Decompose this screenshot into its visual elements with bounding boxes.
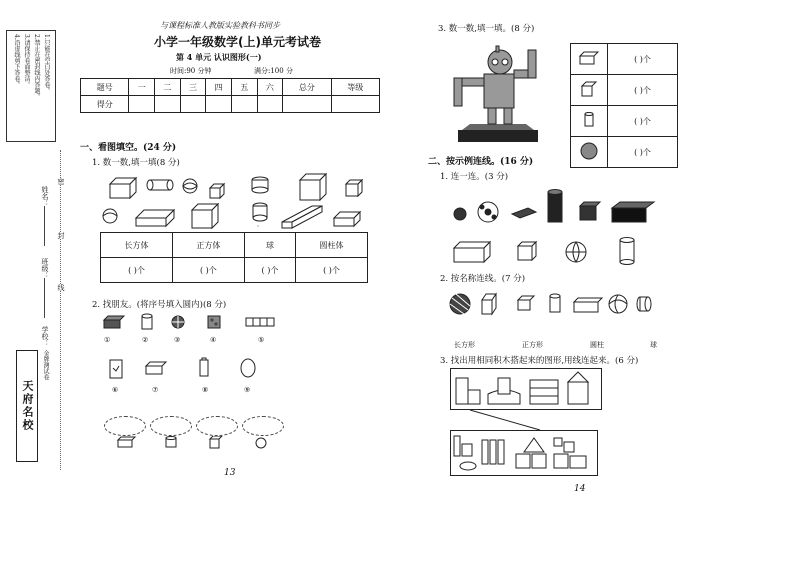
binding-note-2: 2.禁止在密封线内答题。 (33, 34, 40, 100)
score-cell[interactable] (180, 96, 206, 113)
classify-answer-cylinder[interactable]: ( )个 (296, 258, 368, 283)
question-1-title: 1. 数一数,填一填(8 分) (92, 158, 180, 168)
top-note: 与课程标准人教版实验教科书同步 (160, 21, 280, 30)
question-3-title: 3. 数一数,填一填。(8 分) (438, 24, 535, 34)
sphere-icon (183, 179, 197, 193)
cylinder-icon (550, 294, 560, 312)
cuboid-icon (282, 206, 322, 228)
cuboid-icon (118, 437, 135, 447)
cube-icon (518, 242, 536, 260)
book-icon (104, 316, 124, 328)
score-header: 三 (180, 79, 206, 96)
classify-header-cuboid: 长方体 (101, 233, 173, 258)
cylinder-icon (582, 111, 596, 129)
score-cell[interactable] (283, 96, 331, 113)
question-2-title: 2. 找朋友。(将序号填入圆内)(8 分) (92, 300, 227, 310)
score-header: 六 (257, 79, 283, 96)
box-icon (612, 202, 654, 222)
q22-label-sphere: 球 (650, 341, 657, 349)
q2-number: ⑨ (244, 386, 251, 394)
ball-icon (454, 208, 466, 220)
cuboid-icon (334, 212, 360, 226)
dice-icon (208, 316, 220, 328)
building-3-icon (530, 380, 558, 404)
count-shape-cylinder (571, 106, 608, 137)
name-label: 姓名： (41, 186, 49, 207)
cuboid-icon (110, 178, 136, 198)
count-answer-cube[interactable]: ( )个 (608, 75, 678, 106)
brand-subtitle: 金牌测试卷 (42, 350, 49, 380)
answer-cloud-cube[interactable] (196, 416, 238, 436)
ball-icon (172, 316, 184, 328)
score-cell[interactable] (257, 96, 283, 113)
soccer-ball-icon (478, 202, 498, 222)
exam-time: 时间:90 分钟 (170, 67, 212, 75)
classify-answer-sphere[interactable]: ( )个 (244, 258, 295, 283)
cuboid-icon (454, 242, 490, 262)
q21-objects (448, 186, 660, 226)
q22-label-rectangle: 长方形 (454, 341, 475, 349)
cuboid-icon (578, 51, 600, 65)
school-label: 学校： (41, 326, 49, 347)
q22-objects (448, 290, 680, 316)
classify-header-cylinder: 圆柱体 (296, 233, 368, 258)
cube-icon (518, 296, 534, 310)
q2-number: ③ (174, 336, 181, 344)
cloud-shape-hints (104, 436, 284, 450)
rod-icon (246, 318, 274, 326)
score-cell[interactable] (231, 96, 257, 113)
binding-note-1: 1.只能在空白处答卷。 (43, 34, 50, 94)
q23-block-sets (450, 430, 598, 476)
egg-icon (241, 359, 255, 377)
eraser-icon (146, 362, 166, 374)
section-1-title: 一、看图填空。(24 分) (80, 143, 177, 153)
q2-number: ② (142, 336, 149, 344)
cylinder-icon (253, 203, 267, 221)
tissue-box-icon (580, 202, 600, 220)
q2-number: ④ (210, 336, 217, 344)
q22-label-cylinder: 圆柱 (590, 341, 604, 349)
seal-char-1: 密 (57, 178, 65, 185)
cube-icon (346, 180, 362, 196)
classify-table (100, 232, 368, 283)
score-header: 等级 (331, 79, 379, 96)
full-score: 满分:100 分 (254, 67, 293, 75)
unit-title: 第 4 单元 认识图形(一) (176, 52, 262, 62)
q2-number: ① (104, 336, 111, 344)
cube-icon (210, 184, 224, 198)
cuboid-icon (482, 294, 496, 314)
cylinder-icon (620, 238, 634, 265)
score-header: 题号 (81, 79, 129, 96)
classify-answer-cuboid[interactable]: ( )个 (101, 258, 173, 283)
score-header: 二 (155, 79, 181, 96)
section-2-title: 二、按示例连线。(16 分) (428, 157, 534, 167)
q23-built-figures (450, 368, 602, 410)
cube-icon (580, 81, 598, 97)
q2-number: ⑧ (202, 386, 209, 394)
q2-objects-top (100, 312, 290, 334)
striped-ball-icon (450, 294, 470, 314)
answer-cloud-cylinder[interactable] (150, 416, 192, 436)
cuboid-icon (136, 210, 174, 226)
question-2-2-title: 2. 按名称连线。(7 分) (440, 274, 526, 284)
count-shape-sphere (571, 137, 608, 168)
block-set-2-icon (482, 440, 504, 464)
question-2-3-title: 3. 找出用相同积木搭起来的图形,用线连起来。(6 分) (440, 356, 639, 366)
score-cell[interactable] (331, 96, 379, 113)
count-answer-sphere[interactable]: ( )个 (608, 137, 678, 168)
robot-illustration (448, 38, 548, 146)
cylinder-icon (166, 437, 176, 448)
q1-shapes-illustration (100, 168, 370, 230)
count-shape-cuboid (571, 44, 608, 75)
cuboid-icon (574, 298, 602, 312)
score-header: 一 (129, 79, 155, 96)
score-cell[interactable] (129, 96, 155, 113)
cube-icon (300, 174, 326, 200)
q21-shapes (448, 236, 648, 266)
seal-line (60, 150, 61, 470)
battery-icon (200, 358, 208, 376)
cylinder-icon (637, 297, 651, 311)
question-2-1-title: 1. 连一连。(3 分) (440, 172, 509, 182)
cube-icon (192, 204, 218, 228)
sphere-icon (103, 209, 117, 223)
q23-connector-hint (450, 410, 602, 432)
q2-number: ⑥ (112, 386, 119, 394)
cylinder-icon (252, 177, 268, 193)
class-field[interactable] (44, 278, 45, 318)
cylinder-icon (147, 180, 173, 190)
count-answer-cylinder[interactable]: ( )个 (608, 106, 678, 137)
page-title: 小学一年级数学(上)单元考试卷 (154, 35, 321, 49)
score-header: 总分 (283, 79, 331, 96)
score-header: 四 (206, 79, 232, 96)
score-cell[interactable] (206, 96, 232, 113)
page-number-left: 13 (224, 468, 236, 478)
sphere-icon (256, 438, 266, 448)
count-table (570, 43, 678, 168)
classify-answer-cube[interactable]: ( )个 (172, 258, 244, 283)
classify-header-cube: 正方体 (172, 233, 244, 258)
seal-char-3: 线 (57, 284, 65, 291)
class-label: 班级： (41, 258, 49, 279)
eraser-icon (512, 208, 536, 218)
binding-margin (0, 0, 72, 480)
binding-note-3: 3.请保持卷面整洁。 (23, 34, 30, 88)
count-answer-cuboid[interactable]: ( )个 (608, 44, 678, 75)
count-shape-cube (571, 75, 608, 106)
seal-char-2: 封 (57, 232, 65, 239)
score-row-label: 得分 (81, 96, 129, 113)
score-table (80, 78, 380, 113)
q2-objects-mid (100, 356, 270, 382)
name-field[interactable] (44, 206, 45, 246)
answer-cloud-sphere[interactable] (242, 416, 284, 436)
classify-header-sphere: 球 (244, 233, 295, 258)
binding-note-4: 4.沿虚线剪下答卷。 (13, 34, 20, 88)
page-number-right: 14 (574, 484, 586, 494)
sphere-icon (579, 141, 599, 161)
answer-cloud-cuboid[interactable] (104, 416, 146, 436)
brand-logo: 天府名校 (16, 350, 38, 462)
can-icon (548, 190, 562, 223)
volleyball-icon (609, 295, 627, 313)
cube-icon (210, 436, 222, 448)
q2-number: ⑤ (258, 336, 265, 344)
can-icon (142, 314, 152, 329)
q22-label-square: 正方形 (522, 341, 543, 349)
score-header: 五 (231, 79, 257, 96)
sphere-icon (566, 242, 586, 262)
carton-icon (110, 360, 122, 378)
score-cell[interactable] (155, 96, 181, 113)
q2-number: ⑦ (152, 386, 159, 394)
